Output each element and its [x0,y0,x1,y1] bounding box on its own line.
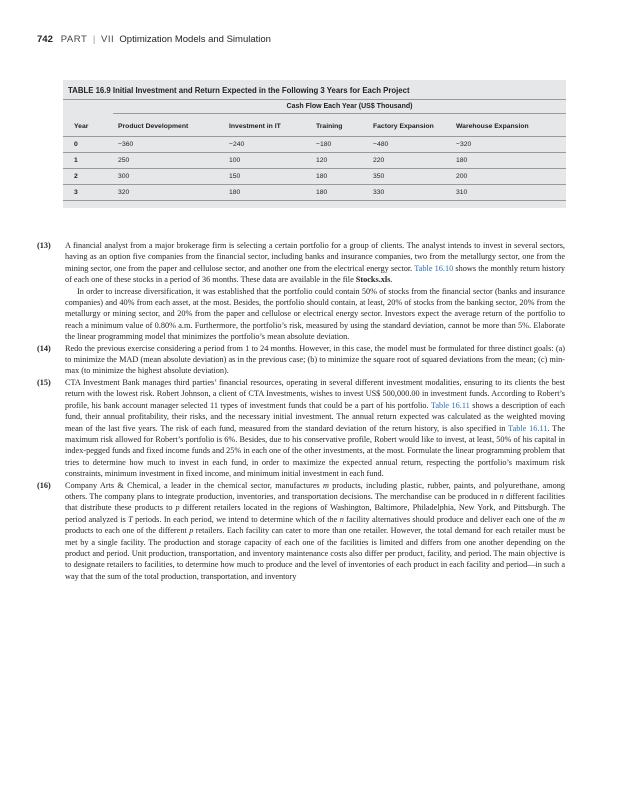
math-variable: m [559,514,565,524]
math-variable: T [128,514,133,524]
text-run: facility alternatives should produce and deliver each one of the [343,514,559,524]
text-run: shows the monthly return history of each one of these stocks in a period of 36 months. These data are available in the file [65,263,565,285]
cell: 180 [316,173,328,180]
cell: 310 [456,189,468,196]
cell: −180 [316,141,332,148]
cell: −320 [456,141,472,148]
part-numeral: VII [101,34,115,45]
cell: 120 [316,157,328,164]
cell: 180 [456,157,468,164]
cell: 250 [118,157,130,164]
text-run: different retailers located in the regions of Washington, Baltimore, Philadelphia, New York, and Pittsburgh. The period analyzed is [65,503,565,524]
text-run: products, including plastic, rubber, paints, and polyurethane, among others. The company plans to integrate production, inventories, and transportation decisions. The merchandise can be produced in [65,480,565,501]
col-header: Product Development [118,123,189,130]
col-header: Investment in IT [229,123,281,130]
table-top-rule [63,99,566,100]
exercise-paragraph [65,480,565,583]
cell: 220 [373,157,385,164]
col-header: Factory Expansion [373,123,434,130]
page-number: 742 [37,34,53,45]
math-variable: n [499,491,504,501]
exercise-number: (14) [37,343,51,353]
header-rule [63,136,566,137]
cell: 320 [118,189,130,196]
cell: 150 [229,173,241,180]
cell: 0 [74,141,78,148]
text-run: . The maximum risk allowed for Robert’s portfolio is 6%. Besides, due to his conservative profile, Robert would like to invest, at least, 50% of his capital in index-pegged funds and fixed income funds and 25% in each one of the other investments, at the most. Formulate the linear programming problem that tries to determine how much to invest in each fund, in order to maximize the expected annual return, respecting the portfolio’s maximum risk constraints, minimum investment in fixed income, and minimum initial investment in each fund. [65,423,565,479]
col-header: Training [316,123,343,130]
cell: 350 [373,173,385,180]
table-16-11-link[interactable]: Table 16.11 [430,400,470,410]
table-16-11-link[interactable]: Table 16.11 [508,423,548,433]
exercise-13 [37,240,565,343]
col-header: Year [74,123,89,130]
cell: 100 [229,157,241,164]
table-title: TABLE 16.9 Initial Investment and Return Expected in the Following 3 Years for Each Project [68,86,410,95]
exercise-paragraph: Redo the previous exercise considering a period from 1 to 24 months. However, in this case, the model must be formulated for three distinct goals: (a) to minimize the MAD (mean absolute deviation) as in the previous case; (b) to minimize the square root of squared deviations from the mean; (c) min-max (to minimize the highest absolute deviation). [65,343,565,376]
cell: 1 [74,157,78,164]
cell: 200 [456,173,468,180]
exercise-14 [37,343,565,377]
table-bottom-rule [63,200,566,201]
exercise-paragraph [65,377,565,480]
spanning-rule [113,113,566,114]
table-16-9 [63,80,566,208]
row-rule [63,184,566,185]
cell: 3 [74,189,78,196]
text-run: periods. In each period, we intend to determine which of the [132,514,340,524]
text-run: . [390,275,393,285]
text-run: A financial analyst from a major brokerage firm is selecting a certain portfolio for a group of clients. The analyst intends to invest in several sectors, having as an option five companies from the financial sector, including banks and insurance companies, two from the metallurgy sector, one from the mining sector, one from the paper and cellulose sector, and another one from the electrical energy sector. [65,241,565,273]
cell: −360 [118,141,134,148]
text-run: Company Arts & Chemical, a leader in the chemical sector, manufactures [65,480,323,490]
header-separator: | [92,34,96,45]
cell: 180 [316,189,328,196]
spanning-header: Cash Flow Each Year (US$ Thousand) [286,103,413,110]
exercise-list [37,240,565,582]
cell: 300 [118,173,130,180]
section-title: Optimization Models and Simulation [119,34,271,45]
row-rule [63,152,566,153]
text-run: CTA Investment Bank manages third parties’ financial resources, operating in several different investment modalities, ensuring to its clients the best return with the lowest risk. Robert Johnson, a client of CTA Investments, wishes to invest US$ 500,000.00 in investment funds. According to Robert’s profile, his bank account manager selected 11 types of investment funds that could be a part of his portfolio. [65,377,565,410]
text-run: different facilities that distribute these products to [65,491,565,513]
col-header: Warehouse Expansion [456,123,529,130]
math-variable: p [175,503,180,513]
cell: 180 [229,189,241,196]
text-run: products to each one of the different [65,526,190,536]
exercise-paragraph [65,240,565,286]
math-variable: n [339,514,344,524]
part-label: PART [60,34,88,45]
exercise-number: (16) [37,480,51,490]
math-variable: m [323,480,329,490]
table-16-10-link[interactable]: Table 16.10 [414,263,454,273]
text-run: shows a description of each fund, their annual profitability, their risks, and the necessary initial investment. The annual return expected was calculated as the weighted moving mean of the last five years. The risk of each fund, measured from the standard deviation of the return history, is also specified in [65,400,565,433]
cell: −240 [229,141,245,148]
running-header [37,34,271,45]
filename: Stocks.xls [355,275,391,285]
cell: 330 [373,189,385,196]
exercise-number: (15) [37,377,51,387]
text-run: retailers. Each facility can cater to more than one retailer. However, the total demand for each retailer must be met by a single facility. The production and storage capacity of each one of the facilities is limited and differs from one another depending on the product and period. Unit production, transportation, and inventory maintenance costs also differ per product, facility, and period. The main objective is to designate retailers to facilities, to determine how much to produce and the level of inventories of each product in each facility and period—in such a way that the sum of the total production, transportation, and inventory [65,526,565,581]
math-variable: p [189,526,194,536]
cell: 2 [74,173,78,180]
exercise-15 [37,377,565,480]
exercise-16 [37,480,565,583]
exercise-paragraph: In order to increase diversification, it was established that the portfolio could contain 50% of stocks from the financial sector (banks and insurance companies) and 40% from each asset, at the most. Besides, the portfolio should contain, at least, 20% of stocks from the banking sector, 20% from the metallurgy or mining sector, and 20% from the paper and cellulose or electrical energy sector. Investors expect the average return of the portfolio to reach a minimum value of 0.80% a.m. Furthermore, the portfolio’s risk, measured by using the standard deviation, cannot be more than 5%. Elaborate the linear programming model that minimizes the portfolio’s mean absolute deviation. [65,286,565,342]
cell: −480 [373,141,389,148]
row-rule [63,168,566,169]
exercise-number: (13) [37,241,51,250]
